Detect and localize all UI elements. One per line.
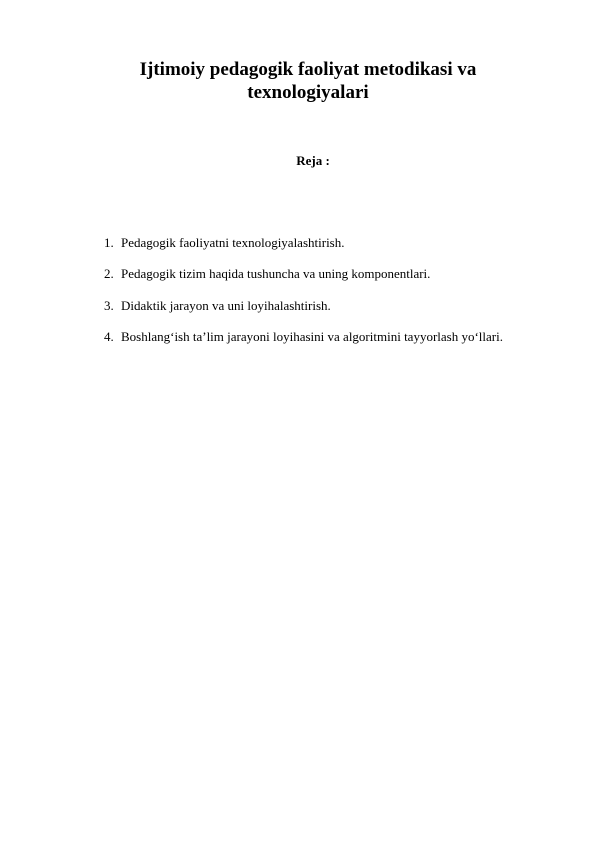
plan-item-text: Didaktik jarayon va uni loyihalashtirish. xyxy=(121,297,331,313)
document-title-line-2: texnologiyalari xyxy=(247,82,369,103)
plan-item-text: Boshlang‘ish ta’lim jarayoni loyihasini va algoritmini tayyorlash yo‘llari. xyxy=(121,328,503,344)
plan-item-number: 2. xyxy=(104,266,114,282)
plan-item-number: 4. xyxy=(104,328,114,344)
plan-item-number: 3. xyxy=(104,297,114,313)
plan-item-text: Pedagogik tizim haqida tushuncha va uning komponentlari. xyxy=(121,266,431,282)
plan-item-number: 1. xyxy=(104,235,114,250)
document-title-line-1: Ijtimoiy pedagogik faoliyat metodikasi va xyxy=(139,59,477,80)
plan-item-text: Pedagogik faoliyatni texnologiyalashtirish. xyxy=(121,235,345,250)
document-title xyxy=(60,58,556,104)
plan-heading: Reja : xyxy=(296,153,330,168)
